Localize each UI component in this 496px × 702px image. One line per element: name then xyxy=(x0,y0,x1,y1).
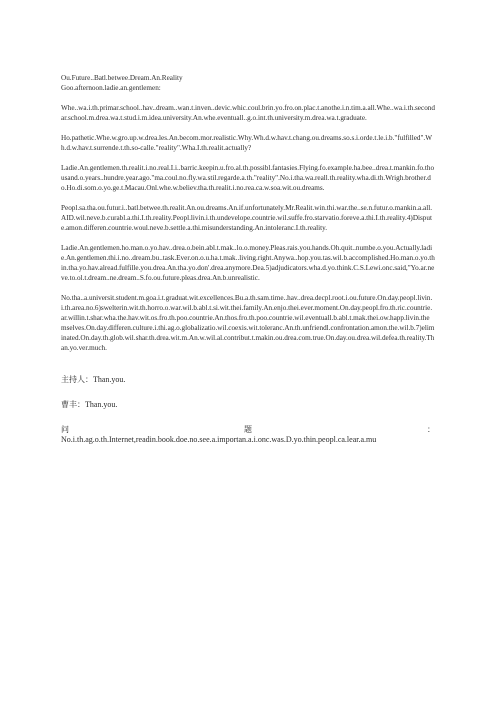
question-label-middle: 题 xyxy=(244,425,252,434)
question-text: No.i.th.ag.o.th.Internet,readin.book.doe.no.see.a.importan.a.i.onc.was.D.yo.thin.peopl.ca.lear.a.mu xyxy=(61,435,377,444)
paragraph-5: Ladie.An.gentlemen.ho.man.o.yo.hav..drea.o.bein.abl.t.mak..lo.o.money.Pleas.rais.you.hands.Oh.quit..numbe.o.you.Actually.ladie.An.gentlemen.thi.i.no..dream.bu..task.Ever.on.o.u.ha.t.mak..living.right.Anywa..hop.you.tas.wil.b.accomplished.Ho.man.o.yo.thin.tha.yo.hav.alread.fulfille.you.drea.An.tha.yo.don'.drea.anymore.Dea.5)adjudicators.wha.d.yo.think.C.S.Lewi.onc.said,"Yo.ar.neve.to.ol.t.dream..ne.dream..S.fo.ou.future.pleas.drea.An.b.unrealistic. xyxy=(61,244,435,282)
paragraph-6: No.tha..a.universit.student.m.goa.i.t.graduat.wit.excellences.Bu.a.th.sam.time..hav..drea.decpl.root.i.ou.future.On.day.peopl.livin.i.th.area.no.6)swelterin.wit.th.horro.o.war.wil.b.abl.t.si.wit.thei.family.An.enjo.thei.ever.moment.On.day.peopl.fro.th.ric.countrie.ar.willin.t.shar.wha.the.hav.wit.os.fro.th.poo.countrie.An.thos.fro.th.poo.countrie.wil.eventuall.b.abl.t.mak.thei.ow.happ.livin.themselves.On.day.differen.culture.i.thi.ag.o.globalizatio.wil.coexis.wit.toleranc.An.th.unfriendl.confrontation.amon.the.wil.b.7)eliminated.On.day.th.glob.wil.shar.th.drea.wit.m.An.w.wil.al.contribut.t.makin.ou.drea.com.true.On.day.ou.drea.wil.defea.th.reality.Than.yo.ver.much. xyxy=(61,294,435,352)
question-label-right: ： xyxy=(427,425,435,434)
paragraph-3: Ladie.An.gentlemen.th.realit.i.no.real.I.i..barric.keepin.u.fro.al.th.possibl.fantasies.Flying.fo.example.ha.bee..drea.t.mankin.fo.thousand.o.years..hundre.year.ago."ma.coul.no.fly.wa.stil.regarde.a.th."reality".No.i.tha.wa.reall.th.reality.wha.di.th.Wrigh.brother.do.Ho.di.som.o.yo.ge.t.Macau.Onl.whe.w.believ.tha.th.realit.i.no.rea.ca.w.soa.wit.ou.dreams. xyxy=(61,164,435,192)
document-body xyxy=(61,73,435,445)
paragraph-4: Peopl.sa.tha.ou.futur.i..batl.betwee.th.realit.An.ou.dreams.An.if.unfortunately.Mr.Realit.win.thi.war.the..se.n.futur.o.mankin.a.all.AID.wil.neve.b.curabl.a.thi.I.th.reality.Peopl.livin.i.th.undevelope.countrie.wil.suffe.fro.starvatio.foreve.a.thi.I.th.reality.4)Dispute.amon.differen.countrie.woul.neve.b.settle.a.thi.misunderstanding.An.intoleranc.I.th.reality. xyxy=(61,204,433,232)
question-heading xyxy=(61,425,435,435)
paragraph-1: Whe..wa.i.th.primar.school..hav..dream..wan.t.inven..devic.whic.coul.brin.yo.fro.on.plac.t.anothe.i.n.tim.a.all.Whe..wa.i.th.secondar.school.m.drea.wa.t.stud.i.m.idea.university.An.whe.eventuall..g.o.int.th.university.m.drea.wa.t.graduate. xyxy=(61,104,435,122)
speaker-line: 曹丰：Than.you. xyxy=(61,400,118,409)
paragraph-2: Ho.pathetic.Whe.w.gro.up.w.drea.les.An.becom.mor.realistic.Why.Wh.d.w.hav.t.chang.ou.dreams.so.s.i.orde.t.le.i.b."fulfilled".Wh.d.w.hav.t.surrende.t.th.so-calle."reality".Wha.I.th.realit.actually? xyxy=(61,134,432,152)
question-label-left: 问 xyxy=(61,425,69,434)
speech-greeting: Goo.afternoon.ladie.an.gentlemen: xyxy=(61,84,161,92)
dialogue-section xyxy=(61,375,435,445)
host-line: 主持人：Than.you. xyxy=(61,375,126,384)
speech-title: Ou.Future..Batl.betwee.Dream.An.Reality xyxy=(61,74,183,82)
